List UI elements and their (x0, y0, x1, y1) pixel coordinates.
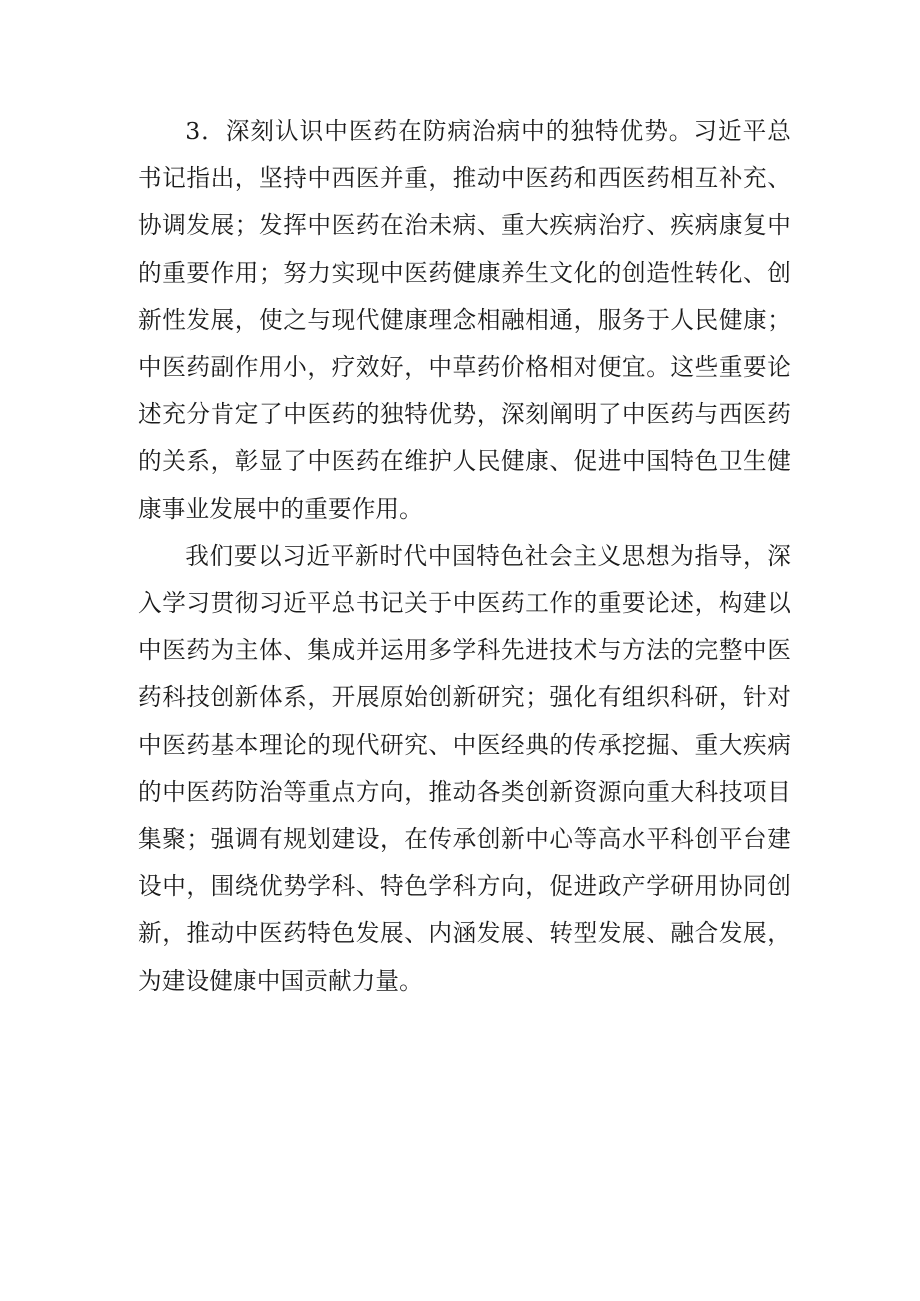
document-page (138, 108, 791, 1005)
paragraph-tcm-advantages: 3．深刻认识中医药在防病治病中的独特优势。习近平总书记指出，坚持中西医并重，推动中医药和西医药相互补充、协调发展；发挥中医药在治未病、重大疾病治疗、疾病康复中的重要作用；努力实现中医药健康养生文化的创造性转化、创新性发展，使之与现代健康理念相融相通，服务于人民健康；中医药副作用小，疗效好，中草药价格相对便宜。这些重要论述充分肯定了中医药的独特优势，深刻阐明了中医药与西医药的关系，彰显了中医药在维护人民健康、促进中国特色卫生健康事业发展中的重要作用。 (138, 117, 791, 523)
paragraph-innovation-system: 我们要以习近平新时代中国特色社会主义思想为指导，深入学习贯彻习近平总书记关于中医药工作的重要论述，构建以中医药为主体、集成并运用多学科先进技术与方法的完整中医药科技创新体系，开展原始创新研究；强化有组织科研，针对中医药基本理论的现代研究、中医经典的传承挖掘、重大疾病的中医药防治等重点方向，推动各类创新资源向重大科技项目集聚；强调有规划建设，在传承创新中心等高水平科创平台建设中，围绕优势学科、特色学科方向，促进政产学研用协同创新，推动中医药特色发展、内涵发展、转型发展、融合发展，为建设健康中国贡献力量。 (138, 541, 791, 995)
